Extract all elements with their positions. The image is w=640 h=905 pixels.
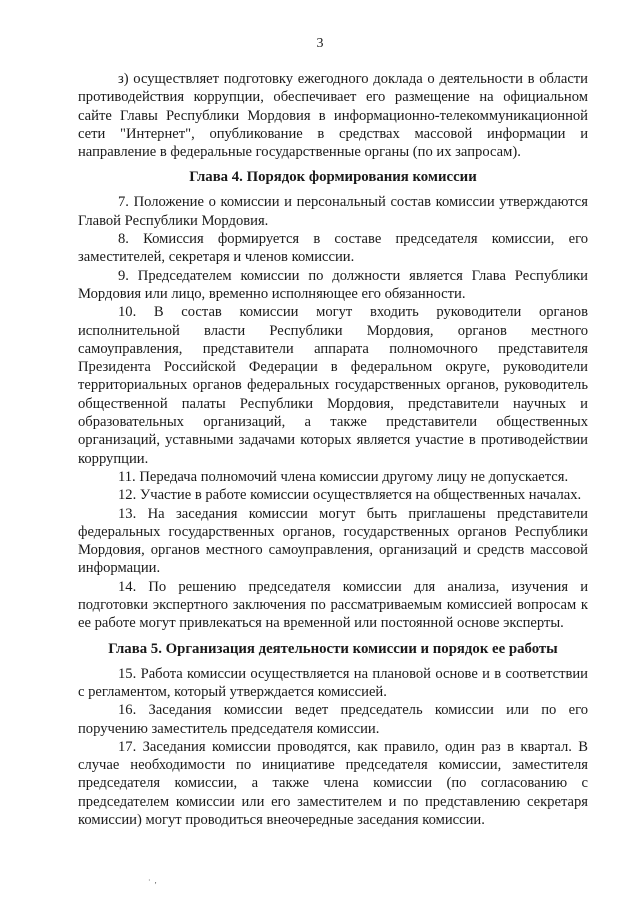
paragraph-9: 9. Председателем комиссии по должности является Глава Республики Мордовия или лицо, временно исполняющее его обязанности. bbox=[78, 267, 588, 302]
scan-artifact-mark: · , bbox=[148, 876, 157, 885]
paragraph-z: з) осуществляет подготовку ежегодного доклада о деятельности в области противодействия коррупции, обеспечивает его размещение на официальном сайте Главы Республики Мордовия в информационно-телекоммуникационной сети "Интернет", опубликование в средствах массовой информации и направление в федеральные государственные органы (по их запросам). bbox=[78, 71, 588, 161]
paragraph-17: 17. Заседания комиссии проводятся, как правило, один раз в квартал. В случае необходимости по инициативе председателя комиссии, заместителя председателя комиссии, а также члена комиссии (по согласованию с председателем комиссии или его заместителем и по представлению секретаря комиссии) могут проводиться внеочередные заседания комиссии. bbox=[78, 738, 588, 828]
paragraph-16: 16. Заседания комиссии ведет председатель комиссии или по его поручению заместитель председателя комиссии. bbox=[78, 702, 588, 737]
paragraph-10: 10. В состав комиссии могут входить руководители органов исполнительной власти Республики Мордовия, органов местного самоуправления, представители аппарата полномочного представителя Президента Российской Федерации в федеральном округе, руководители территориальных органов федеральных государственных органов, руководитель общественной палаты Республики Мордовия, представители научных и образовательных организаций, а также представители общественных организаций, уставными задачами которых является участие в противодействии коррупции. bbox=[78, 304, 588, 467]
paragraph-12: 12. Участие в работе комиссии осуществляется на общественных началах. bbox=[118, 487, 582, 504]
chapter-5-heading: Глава 5. Организация деятельности комиссии и порядок ее работы bbox=[108, 640, 558, 657]
paragraph-11: 11. Передача полномочий члена комиссии другому лицу не допускается. bbox=[118, 468, 569, 485]
paragraph-14: 14. По решению председателя комиссии для анализа, изучения и подготовки экспертного заключения по рассматриваемым комиссией вопросам к ее работе могут привлекаться на временной или постоянной основе эксперты. bbox=[78, 578, 588, 632]
page-number: 3 bbox=[316, 36, 324, 51]
document-body bbox=[78, 70, 588, 829]
paragraph-13: 13. На заседания комиссии могут быть приглашены представители федеральных государственных органов, государственных органов Республики Мордовия, органов местного самоуправления, организаций и средств массовой информации. bbox=[78, 505, 588, 577]
chapter-4-heading: Глава 4. Порядок формирования комиссии bbox=[189, 169, 477, 186]
paragraph-7: 7. Положение о комиссии и персональный состав комиссии утверждаются Главой Республики Мордовия. bbox=[78, 194, 588, 229]
paragraph-15: 15. Работа комиссии осуществляется на плановой основе и в соответствии с регламентом, который утверждается комиссией. bbox=[78, 665, 588, 700]
paragraph-8: 8. Комиссия формируется в составе председателя комиссии, его заместителей, секретаря и членов комиссии. bbox=[78, 231, 588, 266]
